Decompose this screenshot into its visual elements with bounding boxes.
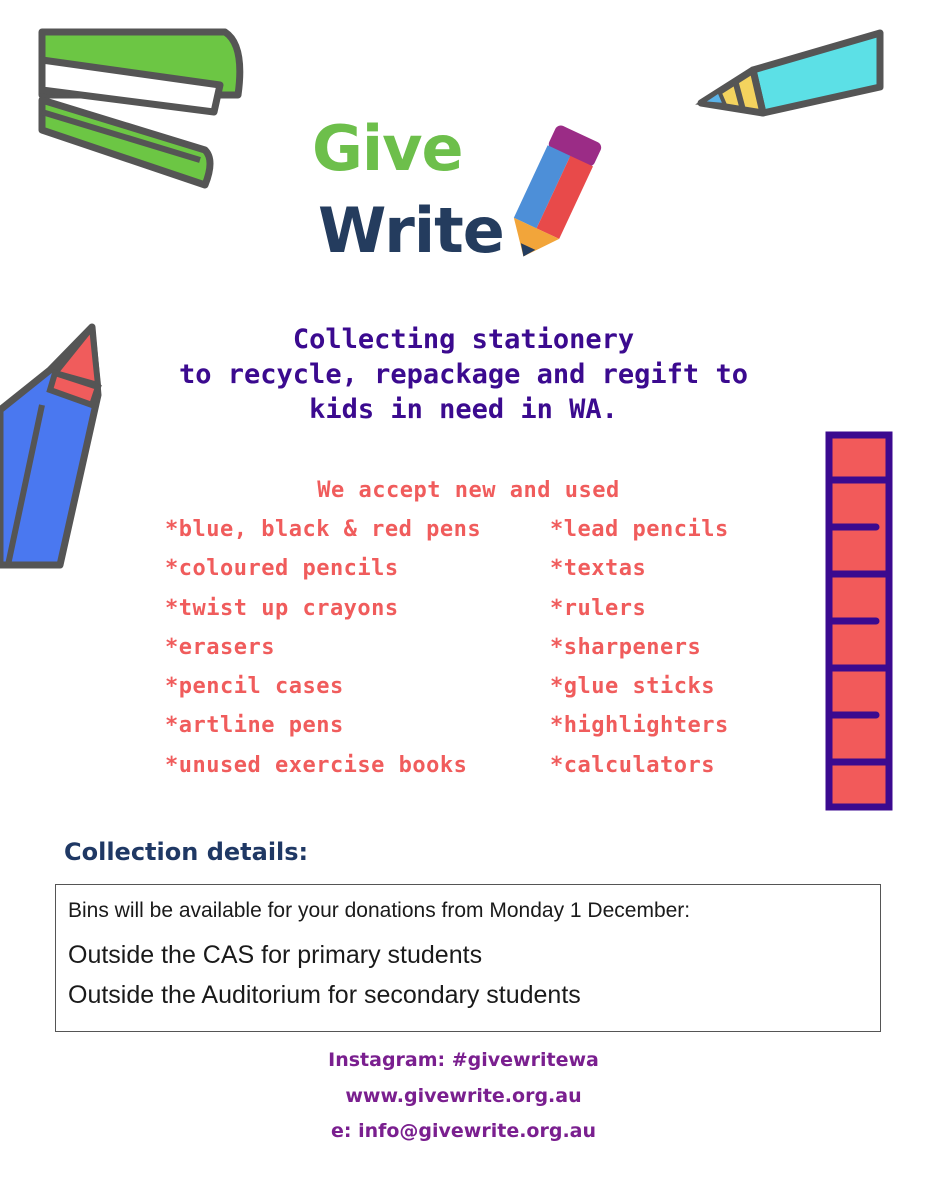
collection-title: Collection details: [64, 838, 309, 866]
headline-line-1: Collecting stationery [292, 324, 635, 355]
footer-email[interactable]: e: info@givewrite.org.au [330, 1120, 597, 1142]
headline-line-3: kids in need in WA. [309, 394, 618, 425]
list-item: *twist up crayons [165, 595, 399, 621]
accept-heading: We accept new and used [317, 478, 620, 503]
footer-website[interactable]: www.givewrite.org.au [345, 1085, 582, 1107]
list-item: *highlighters [550, 713, 729, 739]
list-item: *unused exercise books [165, 752, 468, 778]
list-item: *pencil cases [165, 674, 344, 700]
list-item: *erasers [165, 634, 275, 660]
logo-give-text: Give [312, 112, 463, 185]
list-item: *rulers [550, 595, 647, 621]
list-item: *artline pens [165, 713, 344, 739]
collection-details-box [55, 884, 881, 1032]
list-item: *lead pencils [550, 517, 729, 542]
list-item: *blue, black & red pens [165, 517, 482, 542]
collection-intro: Bins will be available for your donations from Monday 1 December: [68, 899, 691, 922]
items-list-right [550, 515, 729, 790]
list-item: *textas [550, 556, 647, 582]
book-illustration [0, 0, 240, 200]
headline-line-2: to recycle, repackage and regift to [179, 359, 748, 390]
headline [80, 322, 847, 427]
list-item: *coloured pencils [165, 556, 399, 582]
footer-instagram: Instagram: #givewritewa [328, 1049, 599, 1071]
crayon-illustration [695, 25, 927, 155]
collection-location-secondary: Outside the Auditorium for secondary students [68, 981, 581, 1009]
list-item: *sharpeners [550, 634, 702, 660]
collection-location-primary: Outside the CAS for primary students [68, 941, 483, 969]
list-item: *glue sticks [550, 674, 715, 700]
list-item: *calculators [550, 752, 715, 778]
logo-write-text: Write [318, 194, 504, 267]
items-list-left [165, 515, 481, 790]
pencil-logo-icon [498, 118, 608, 268]
